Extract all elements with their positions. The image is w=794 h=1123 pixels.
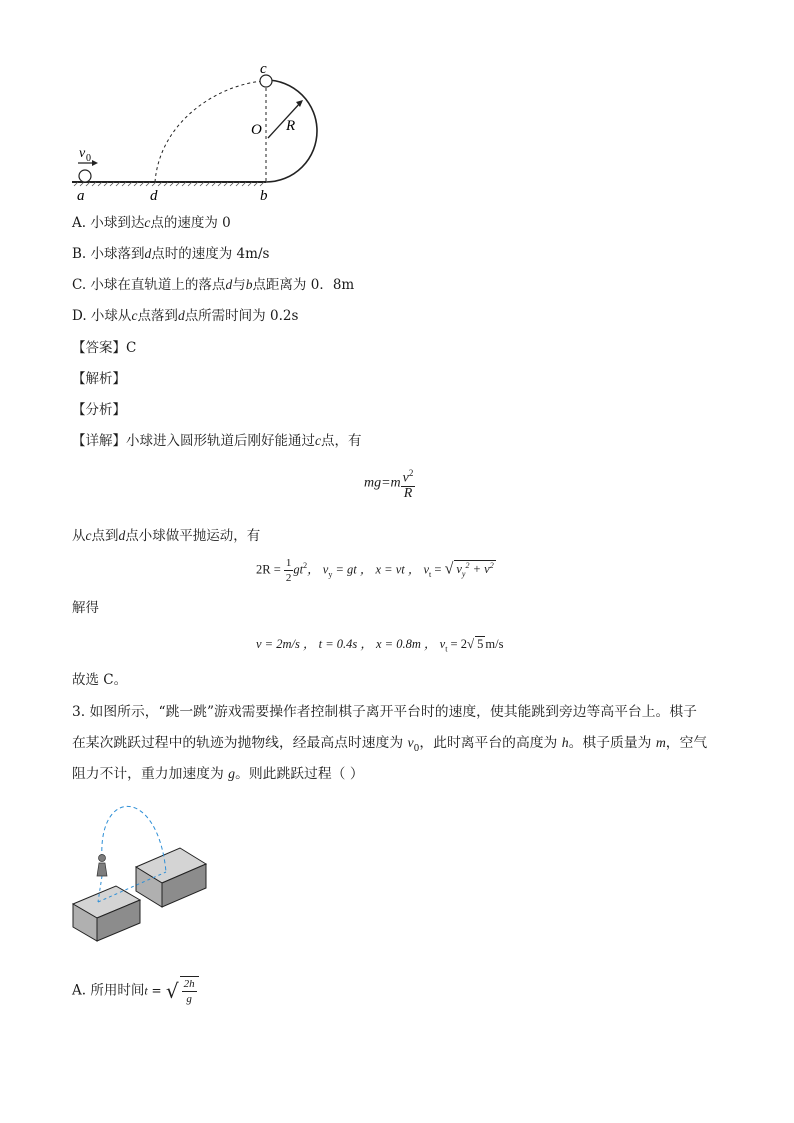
- option-A-prefix: A. 小球到达: [72, 215, 145, 231]
- eq2-p4-sub: t: [429, 569, 432, 579]
- option-A-var: c: [144, 215, 151, 230]
- label-R: R: [286, 118, 296, 134]
- q3-line2: [72, 733, 707, 759]
- cd-v1: c: [85, 528, 92, 543]
- solve-label: 解得: [72, 600, 99, 616]
- eq2-num: 1: [285, 557, 292, 569]
- option-D-var2: d: [177, 308, 185, 323]
- option-D: [72, 306, 298, 326]
- eq2-rad1-sup: 2: [465, 561, 470, 571]
- option-B-suffix: 点时的速度为 4m/s: [151, 246, 270, 262]
- velocity-arrowhead: [92, 160, 98, 166]
- q3-l2b: ，此时离平台的高度为: [419, 735, 562, 751]
- ball-at-a: [79, 170, 91, 182]
- option-B: [72, 244, 269, 264]
- q3-optA-sqrt-sign: √: [165, 979, 179, 1003]
- q3-l3a: 阻力不计，重力加速度为: [72, 766, 229, 782]
- option-D-var1: c: [131, 308, 138, 323]
- piece-head: [99, 855, 106, 862]
- q3-l2m: m: [655, 735, 666, 750]
- piece-body: [97, 863, 107, 876]
- projectile-line: [72, 526, 260, 546]
- option-C-prefix: C. 小球在直轨道上的落点: [72, 277, 226, 293]
- label-d: d: [150, 188, 158, 204]
- option-B-var: d: [144, 246, 152, 261]
- option-A: [72, 213, 231, 233]
- eq2-rad1-sub: y: [461, 569, 466, 579]
- q3-optA-fraction: [182, 977, 197, 1006]
- eq3-p3: m/s: [485, 637, 504, 651]
- option-D-mid: 点落到: [137, 308, 178, 324]
- eq3-p1: v = 2m/s ， t = 0.4s ， x = 0.8m ， v: [256, 637, 446, 651]
- option-D-prefix: D. 小球从: [72, 308, 132, 324]
- label-v0-sub: 0: [86, 153, 91, 164]
- eq1-num-sup: 2: [408, 468, 414, 478]
- q3-optA-prefix: A. 所用时间: [72, 982, 145, 999]
- eq2-den: 2: [285, 572, 292, 584]
- loop-track-figure: [60, 60, 340, 210]
- q3-optA-den: g: [186, 993, 192, 1005]
- eq2-p5: =: [431, 562, 442, 577]
- eq2-rad1: v: [456, 562, 462, 577]
- q3-option-A: [72, 976, 199, 1006]
- eq1-num: v: [402, 470, 409, 486]
- q3-l2c: 。棋子质量为: [568, 735, 656, 751]
- q3-l2a: 在某次跳跃过程中的轨迹为抛物线，经最高点时速度为: [72, 735, 408, 751]
- eq1-lhs: mg=m: [364, 475, 401, 491]
- detail-line: [72, 431, 362, 451]
- q3-l2sub: 0: [413, 743, 420, 754]
- answer-line: [72, 338, 136, 358]
- eq3-p1-sub: t: [445, 644, 448, 654]
- label-a: a: [77, 188, 85, 204]
- trajectory-dashed: [155, 81, 264, 182]
- eq2-half: [284, 556, 294, 585]
- label-c: c: [260, 61, 267, 77]
- equation-centripetal: [364, 466, 415, 501]
- cd-t3: 点小球做平抛运动，有: [125, 528, 261, 544]
- cd-v2: d: [118, 528, 126, 543]
- q3-line3: [72, 764, 364, 784]
- equation-projectile: [256, 556, 496, 585]
- eq2-p2-sup: 2: [303, 561, 308, 571]
- cd-t2: 点到: [91, 528, 119, 544]
- eq3-p2: = 2: [447, 637, 467, 651]
- eq3-radicand: 5: [477, 637, 484, 651]
- q3-optA-radicand: [180, 976, 199, 1006]
- eq2-rad2: + v: [469, 562, 490, 577]
- eq2-p3-sub: y: [328, 569, 333, 579]
- detail-var: c: [315, 433, 321, 448]
- answer-label: 【答案】: [72, 340, 126, 356]
- answer-value: C: [126, 340, 137, 356]
- option-C-suffix: 点距离为 0．8m: [252, 277, 355, 293]
- eq1-den: R: [403, 485, 413, 501]
- q3-optA-eq: =: [147, 983, 162, 998]
- eq3-sqrt-sign: √: [466, 636, 475, 651]
- fenxi-label: 【分析】: [72, 402, 126, 418]
- eq2-p3: ， v: [307, 562, 329, 577]
- cd-t1: 从: [72, 528, 86, 544]
- eq2-radicand: [454, 560, 495, 579]
- eq2-p4: = gt ， x = vt ， v: [332, 562, 430, 577]
- conclusion: 故选 C。: [72, 672, 128, 688]
- q3-l2d: ，空气: [665, 735, 708, 751]
- detail-label: 【详解】: [72, 433, 126, 449]
- equation-results: [256, 634, 503, 654]
- option-A-suffix: 点的速度为 0: [150, 215, 231, 231]
- eq1-fraction: [401, 466, 416, 501]
- q3-optA-num: 2h: [183, 978, 195, 990]
- label-v0: v: [79, 146, 86, 161]
- eq2-sqrt-sign: √: [444, 560, 454, 578]
- q3-line1: 3. 如图所示，“跳一跳”游戏需要操作者控制棋子离开平台时的速度，使其能跳到旁边等高平台上。棋子: [72, 704, 697, 720]
- eq2-rad2-sup: 2: [489, 561, 494, 571]
- q3-optA-t: t: [144, 983, 148, 998]
- detail-text2: 点，有: [321, 433, 362, 449]
- option-D-suffix: 点所需时间为 0.2s: [184, 308, 299, 324]
- q3-l2v: v: [407, 735, 414, 750]
- label-b: b: [260, 188, 268, 204]
- option-C-var2: b: [245, 277, 253, 292]
- q3-l2h: h: [561, 735, 569, 750]
- q3-l3b: 。则此跳跃过程（ ）: [235, 766, 364, 782]
- option-B-prefix: B. 小球落到: [72, 246, 145, 262]
- analysis-label: 【解析】: [72, 371, 126, 387]
- eq2-p2: gt: [293, 562, 304, 577]
- jump-game-figure: [68, 792, 218, 952]
- detail-text1: 小球进入圆形轨道后刚好能通过: [126, 433, 315, 449]
- option-C-mid: 与: [232, 277, 246, 293]
- option-C-var1: d: [225, 277, 233, 292]
- eq2-p1: 2R =: [256, 562, 281, 577]
- label-O: O: [251, 122, 262, 138]
- q3-l3g: g: [228, 766, 236, 781]
- radius-line: [268, 102, 301, 138]
- option-C: [72, 275, 354, 295]
